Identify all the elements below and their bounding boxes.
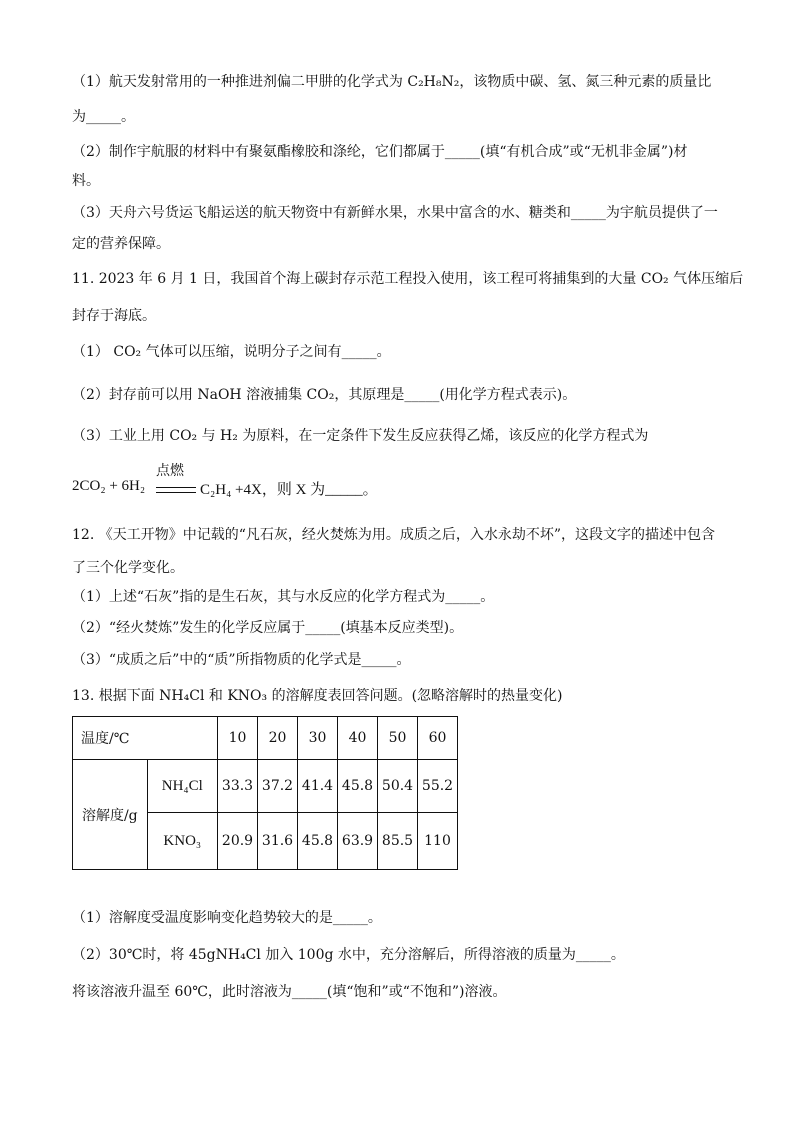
value-cell: 85.5 (378, 813, 418, 870)
temp-header-cell: 温度/℃ (73, 717, 218, 760)
value-cell: 33.3 (218, 760, 258, 813)
temp-cell: 60 (418, 717, 458, 760)
q10-part3-line2: 定的营养保障。 (72, 236, 170, 252)
solubility-label-cell: 溶解度/g (73, 760, 148, 870)
value-cell: 37.2 (258, 760, 298, 813)
substance-cell: NH₄Cl (147, 760, 217, 813)
q10-part2-line1: （2）制作宇航服的材料中有聚氨酯橡胶和涤纶，它们都属于_____(填“有机合成”或“无机非金属”)材 (72, 144, 688, 160)
q10-part3-line1: （3）天舟六号货运飞船运送的航天物资中有新鲜水果，水果中富含的水、糖类和_____为宇航员提供了一 (72, 205, 718, 221)
reaction-equals-sign (156, 487, 196, 493)
q13-part2-continued: 将该溶液升温至 60℃，此时溶液为_____(填“饱和”或“不饱和”)溶液。 (72, 984, 507, 1000)
reaction-condition: 点燃 (156, 463, 184, 479)
value-cell: 20.9 (218, 813, 258, 870)
q10-part2-line2: 料。 (72, 173, 100, 189)
temp-cell: 50 (378, 717, 418, 760)
q11-part1: （1） CO₂ 气体可以压缩，说明分子之间有_____。 (72, 344, 391, 360)
q11-reaction-equation (72, 460, 472, 500)
substance-cell: KNO₃ (147, 813, 217, 870)
temp-cell: 40 (338, 717, 378, 760)
q12-part1: （1）上述“石灰”指的是生石灰，其与水反应的化学方程式为_____。 (72, 589, 495, 605)
reaction-products: C₂H₄ +4X，则 X 为_____。 (200, 482, 378, 498)
table-row-nh4cl (73, 760, 458, 813)
q10-part1-line2: 为_____。 (72, 109, 135, 125)
value-cell: 41.4 (298, 760, 338, 813)
value-cell: 55.2 (418, 760, 458, 813)
value-cell: 63.9 (338, 813, 378, 870)
q13-part2: （2）30℃时，将 45gNH₄Cl 加入 100g 水中，充分溶解后，所得溶液的质量为_____。 (72, 947, 625, 963)
q11-part3-line1: （3）工业上用 CO₂ 与 H₂ 为原料，在一定条件下发生反应获得乙烯，该反应的化学方程式为 (72, 428, 649, 444)
q10-part1-line1: （1）航天发射常用的一种推进剂偏二甲肼的化学式为 C₂H₈N₂，该物质中碳、氢、氮三种元素的质量比 (72, 74, 712, 90)
solubility-table (72, 716, 458, 870)
value-cell: 110 (418, 813, 458, 870)
q11-stem-line1: 11. 2023 年 6 月 1 日，我国首个海上碳封存示范工程投入使用，该工程可将捕集到的大量 CO₂ 气体压缩后 (72, 271, 744, 287)
reaction-reactants: 2CO₂ + 6H₂ (72, 478, 146, 494)
table-header-row (73, 717, 458, 760)
temp-cell: 30 (298, 717, 338, 760)
q12-stem-line2: 了三个化学变化。 (72, 560, 184, 576)
value-cell: 31.6 (258, 813, 298, 870)
q13-part1: （1）溶解度受温度影响变化趋势较大的是_____。 (72, 910, 382, 926)
value-cell: 50.4 (378, 760, 418, 813)
q13-stem: 13. 根据下面 NH₄Cl 和 KNO₃ 的溶解度表回答问题。(忽略溶解时的热量变化) (72, 688, 563, 704)
q12-part3: （3）“成质之后”中的“质”所指物质的化学式是_____。 (72, 652, 411, 668)
q12-part2: （2）“经火焚炼”发生的化学反应属于_____(填基本反应类型)。 (72, 620, 464, 636)
q11-part2: （2）封存前可以用 NaOH 溶液捕集 CO₂，其原理是_____(用化学方程式表示)。 (72, 387, 577, 403)
temp-cell: 20 (258, 717, 298, 760)
q11-stem-line2: 封存于海底。 (72, 308, 156, 324)
value-cell: 45.8 (298, 813, 338, 870)
temp-cell: 10 (218, 717, 258, 760)
value-cell: 45.8 (338, 760, 378, 813)
q12-stem-line1: 12. 《天工开物》中记载的“凡石灰，经火焚炼为用。成质之后，入水永劫不坏”，这段文字的描述中包含 (72, 527, 716, 543)
